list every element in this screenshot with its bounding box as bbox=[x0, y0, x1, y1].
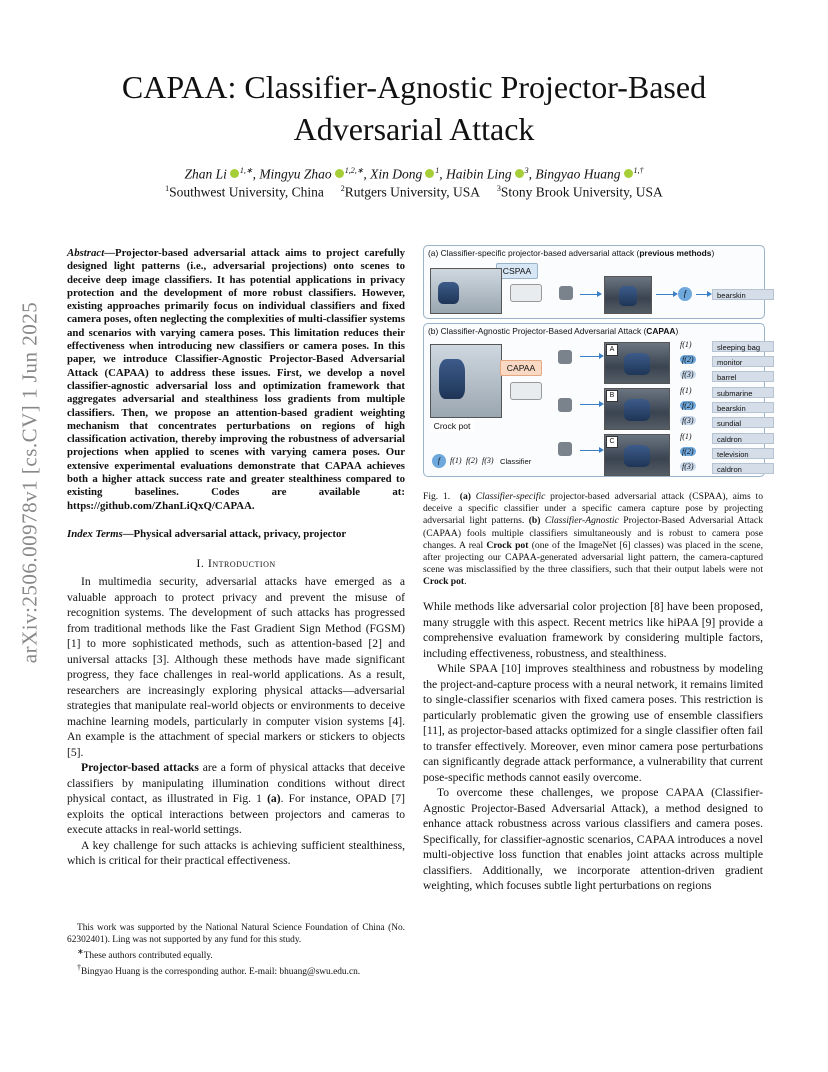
arrow bbox=[580, 356, 600, 357]
section-heading: I. Introduction bbox=[196, 556, 276, 570]
output-label: monitor bbox=[712, 356, 774, 367]
f1-label: f(1) bbox=[680, 432, 692, 441]
cspaa-label: CSPAA bbox=[496, 263, 538, 279]
abstract-label: Abstract bbox=[67, 247, 105, 259]
capaa-label: CAPAA bbox=[500, 360, 542, 376]
caption-a-label: (a) bbox=[459, 491, 471, 502]
footnote bbox=[67, 946, 405, 962]
legend-f3: f(3) bbox=[482, 456, 494, 465]
author-name: Zhan Li bbox=[184, 166, 227, 182]
affil-name: Southwest University, China bbox=[169, 184, 324, 200]
author-name: Haibin Ling bbox=[446, 166, 512, 182]
scene-image bbox=[430, 344, 502, 418]
body-paragraph: To overcome these challenges, we propose CAPAA (Classifier-Agnostic Projector-Based Adversarial Attack), a method designed to enhance attack robustness across various classifiers and camera poses. Specifically, for classifier-agnostic scenarios, CAPAA introduces a novel multi-objective loss function that enables joint attacks across multiple classifiers. Additionally, we incorporate attention-driven gradient weighting, which focuses subtle light perturbations on regions bbox=[423, 786, 763, 892]
output-label: caldron bbox=[712, 433, 774, 444]
figure-caption bbox=[423, 491, 763, 589]
figure-panel-b bbox=[423, 323, 765, 477]
author-name: Bingyao Huang bbox=[535, 166, 621, 182]
caption-bold: Crock pot bbox=[486, 539, 529, 551]
output-label: television bbox=[712, 448, 774, 459]
right-column-body bbox=[423, 599, 763, 894]
affil-sup: 3 bbox=[496, 184, 501, 193]
output-label: sundial bbox=[712, 417, 774, 428]
f1-label: f(1) bbox=[680, 386, 692, 395]
scene-letter: A bbox=[606, 344, 618, 356]
captured-image bbox=[604, 276, 652, 314]
intro-paragraph: A key challenge for such attacks is achieving sufficient stealthiness, which is critical for their practical effectiveness. bbox=[67, 838, 405, 867]
caption-bold: Crock pot bbox=[423, 576, 465, 588]
output-label: bearskin bbox=[712, 289, 774, 300]
author-sup: 1 bbox=[435, 166, 440, 175]
scene-image bbox=[430, 268, 502, 314]
panel-a-title: (a) Classifier-specific projector-based adversarial attack (previous methods) bbox=[428, 248, 715, 258]
author-name: Xin Dong bbox=[370, 166, 423, 182]
figure-panel-a bbox=[423, 245, 765, 319]
crock-pot-label: Crock pot bbox=[430, 420, 474, 432]
intro-text: are a form of physical attacks that deceive classifiers by manipulating illumination conditions without direct physical contact, as illustrated in Fig. 1 bbox=[67, 761, 405, 805]
abstract-text: —Projector-based adversarial attack aims to project carefully designed light patterns (i.e., adversarial projections) onto scenes to deceive deep image classifiers. It has potential applications in privacy protection and the development of more robust classifiers. However, existing approaches primarily focus on individual classifiers and fixed camera poses, often neglecting the complexities of multi-classifier systems and scenarios with varying camera poses. This limitation reduces their effectiveness when introducing new classifiers or camera poses. In this paper, we introduce Classifier-Agnostic Projector-Based Adversarial Attack (CAPAA) to address these issues. First, we develop a novel classifier-agnostic adversarial loss and optimization framework that aggregates adversarial and stealthiness loss gradients from multiple classifiers. Then, we propose an attention-based gradient weighting mechanism that concentrates perturbations on regions of high classification activation, thereby improving the robustness of adversarial projections when applied to scenes with varying camera poses. Our extensive experimental evaluations demonstrate that CAPAA achieves both a higher attack success rate and greater stealthiness compared to existing baselines. Codes are available at: https://github.com/ZhanLiQxQ/CAPAA. bbox=[67, 247, 405, 512]
caption-b-label: (b) bbox=[528, 515, 541, 527]
author-name: Mingyu Zhao bbox=[259, 166, 332, 182]
f3-label: f(3) bbox=[682, 370, 694, 379]
projector-icon bbox=[510, 382, 542, 400]
orcid-icon[interactable] bbox=[230, 169, 239, 178]
affiliation-list bbox=[90, 180, 738, 202]
camera-icon bbox=[558, 350, 572, 364]
scene-letter: C bbox=[606, 436, 618, 448]
panel-b-title: (b) Classifier-Agnostic Projector-Based Adversarial Attack (CAPAA) bbox=[428, 326, 679, 336]
author-sup: 3 bbox=[524, 166, 529, 175]
footnote-text: Bingyao Huang is the corresponding author. E-mail: bhuang@swu.edu.cn. bbox=[81, 967, 361, 978]
f3-label: f(3) bbox=[682, 416, 694, 425]
f1-label: f(1) bbox=[680, 340, 692, 349]
f3-label: f(3) bbox=[682, 462, 694, 471]
arrow bbox=[580, 450, 600, 451]
caption-fig-label: Fig. 1. bbox=[423, 491, 451, 502]
arrow bbox=[580, 404, 600, 405]
arxiv-stamp: arXiv:2506.00978v1 [cs.CV] 1 Jun 2025 bbox=[17, 301, 42, 664]
index-text: —Physical adversarial attack, privacy, projector bbox=[122, 528, 347, 540]
output-label: caldron bbox=[712, 463, 774, 474]
camera-icon bbox=[559, 286, 573, 300]
legend-f1: f(1) bbox=[450, 456, 462, 465]
orcid-icon[interactable] bbox=[624, 169, 633, 178]
affil-name: Stony Brook University, USA bbox=[500, 184, 663, 200]
affil-name: Rutgers University, USA bbox=[344, 184, 481, 200]
index-label: Index Terms bbox=[67, 528, 123, 540]
intro-bold: (a) bbox=[267, 792, 281, 805]
body-paragraph: While SPAA [10] improves stealthiness and robustness by modeling the project-and-capture process with a neural network, it remains limited to single-classifier scenarios with fixed camera poses. This restriction is particularly problematic given the growing use of ensemble classifiers [11], as projector-based attacks optimized for a single classifier often fail to transfer effectively. Moreover, even minor camera pose perturbations can significantly degrade attack performance, a vulnerability that current pose-specific methods cannot easily overcome. bbox=[423, 662, 763, 784]
footnote-mark: † bbox=[77, 963, 81, 973]
caption-a-em: Classifier-specific bbox=[475, 491, 546, 502]
caption-b-em: Classifier-Agnostic bbox=[544, 515, 619, 527]
affil-sup: 2 bbox=[340, 184, 345, 193]
arrow bbox=[696, 294, 708, 295]
intro-paragraph bbox=[67, 760, 405, 838]
author-sup: 1,2,∗ bbox=[344, 166, 364, 175]
orcid-icon[interactable] bbox=[335, 169, 344, 178]
legend-classifier-label: Classifier bbox=[500, 457, 532, 466]
abstract bbox=[67, 247, 405, 513]
footnote bbox=[67, 962, 405, 978]
caption-b-text: Projector-Based Adversarial Attack (CAPAA) fools multiple classifiers simultaneously and is robust to camera pose changes. A real bbox=[423, 515, 763, 551]
footnote-mark: ∗ bbox=[77, 947, 84, 956]
f2-label: f(2) bbox=[682, 447, 694, 456]
title-line-1: CAPAA: Classifier-Agnostic Projector-Based bbox=[121, 69, 707, 105]
author-sup: 1,∗ bbox=[239, 166, 253, 175]
paper-title bbox=[80, 66, 748, 150]
orcid-icon[interactable] bbox=[425, 169, 434, 178]
index-terms bbox=[67, 528, 405, 541]
classifier-icon: f bbox=[678, 287, 692, 301]
output-label: submarine bbox=[712, 387, 774, 398]
caption-a-text: projector-based adversarial attack (CSPAA), aims to deceive a specific classifier under a specific camera capture pose by projecting adversarial light patterns. bbox=[423, 491, 764, 527]
author-list: Zhan Li $^{1,∗}$, Mingyu Zhao $^{1,2,∗}$, Xin Dong $^1$, Haibin Ling $^3$, Bingyao Huang $^{1,\dagger}$ bbox=[184, 166, 644, 182]
caption-b-text2: (one of the ImageNet [6] classes) was placed in the scene, after projecting our CAPAA-generated adversarial light pattern, the camera-captured scene was misclassified by the three classifiers, such that their output labels were not bbox=[423, 539, 763, 576]
footnotes bbox=[67, 922, 405, 978]
output-label: bearskin bbox=[712, 402, 774, 413]
arrow bbox=[580, 294, 598, 295]
footnote-text: These authors contributed equally. bbox=[83, 951, 213, 962]
intro-body bbox=[67, 574, 405, 869]
author-sup: 1,† bbox=[633, 166, 644, 175]
intro-paragraph: In multimedia security, adversarial attacks have emerged as a valuable approach to protect privacy and prevent the misuse of recognition systems. The development of such attacks has progressed from traditional methods like the Fast Gradient Sign Method (FGSM) [1] to more sophisticated methods, such as attention-based [2] and universal attacks [3]. Although these methods have made significant progress, they face challenges in real-world applications. As a result, researchers are increasingly exploring physical attacks—adversarial strategies that manipulate real-world objects or environments to deceive machine learning models, particularly in computer vision systems [4]. An example is the attachment of special markers or stickers to objects [5]. bbox=[67, 575, 405, 759]
affil-sup: 1 bbox=[165, 184, 170, 193]
legend-f2: f(2) bbox=[466, 456, 478, 465]
arrow bbox=[656, 294, 674, 295]
projector-icon bbox=[510, 284, 542, 302]
f2-label: f(2) bbox=[682, 401, 694, 410]
intro-text: . For instance, OPAD [7] exploits the optical interactions between projectors and cameras to execute attacks in real-world settings. bbox=[67, 792, 405, 836]
output-label: barrel bbox=[712, 371, 774, 382]
legend-f-icon: f bbox=[432, 454, 446, 468]
caption-end: . bbox=[464, 576, 467, 588]
camera-icon bbox=[558, 398, 572, 412]
scene-letter: B bbox=[606, 390, 618, 402]
camera-icon bbox=[558, 442, 572, 456]
intro-bold: Projector-based attacks bbox=[81, 761, 199, 774]
title-line-2: Adversarial Attack bbox=[293, 111, 535, 147]
body-paragraph: While methods like adversarial color projection [8] have been proposed, many struggle with this aspect. Recent metrics like hiPAA [9] provide a comprehensive evaluation framework by considering multiple factors, including effectiveness, robustness, and stealthiness. bbox=[423, 600, 763, 660]
output-label: sleeping bag bbox=[712, 341, 774, 352]
figure-1 bbox=[423, 245, 765, 477]
footnote: This work was supported by the National Natural Science Foundation of China (No. 62302401). Ling was not supported by any fund for this study. bbox=[67, 923, 405, 945]
orcid-icon[interactable] bbox=[515, 169, 524, 178]
f2-label: f(2) bbox=[682, 355, 694, 364]
